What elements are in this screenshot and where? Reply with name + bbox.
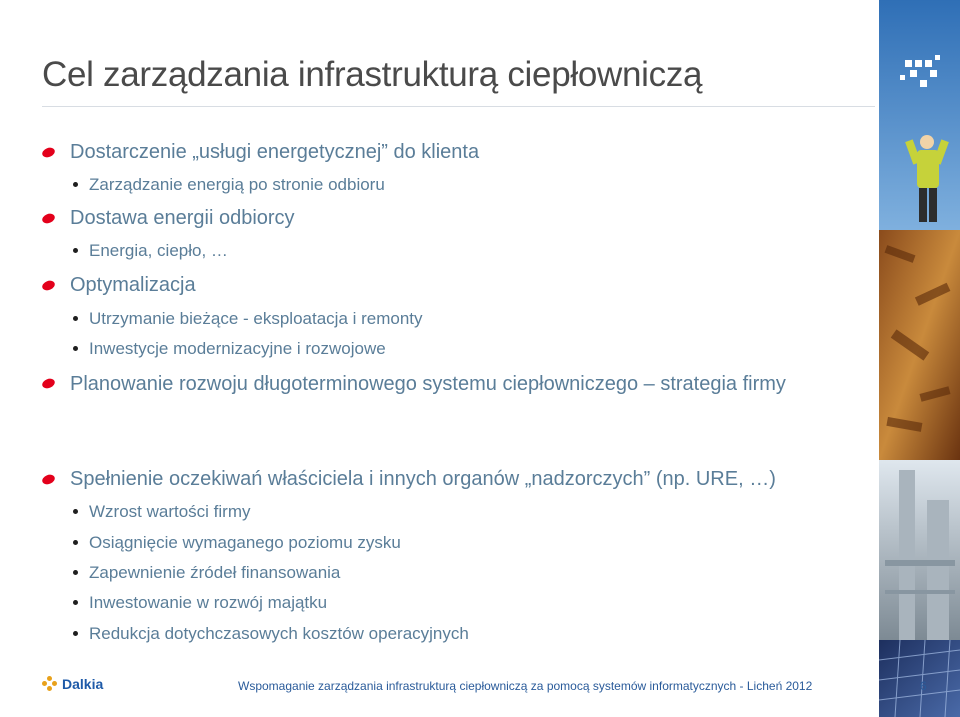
bullet-level1 <box>70 372 860 396</box>
bullet-text: Inwestowanie w rozwój majątku <box>89 593 328 612</box>
dot-bullet-icon <box>73 248 78 253</box>
bullet-text: Zapewnienie źródeł finansowania <box>89 563 341 582</box>
bullet-text: Osiągnięcie wymaganego poziomu zysku <box>89 533 401 552</box>
bullet-text: Inwestycje modernizacyjne i rozwojowe <box>89 339 386 358</box>
footer-caption: Wspomaganie zarządzania infrastrukturą ciepłowniczą za pomocą systemów informatycznych - Licheń 2012 <box>238 679 813 693</box>
bullet-text: Dostarczenie „usługi energetycznej” do klienta <box>70 141 480 163</box>
bullet-text: Utrzymanie bieżące - eksploatacja i remonty <box>89 309 423 328</box>
bullet-level1 <box>70 207 295 230</box>
bullet-text: Redukcja dotychczasowych kosztów operacyjnych <box>89 624 469 643</box>
bullet-text: Zarządzanie energią po stronie odbioru <box>89 175 385 194</box>
bullet-level2 <box>89 624 469 644</box>
dalkia-logo <box>42 676 103 692</box>
dot-bullet-icon <box>73 600 78 605</box>
bullet-text: Spełnienie oczekiwań właściciela i innych organów „nadzorczych” (np. URE, …) <box>70 468 776 490</box>
dalkia-logo-icon <box>42 676 58 692</box>
bullet-level1 <box>70 274 196 297</box>
bullet-level1 <box>70 468 776 491</box>
bullet-level1 <box>70 141 479 164</box>
bullet-level2 <box>89 593 327 613</box>
dot-bullet-icon <box>73 570 78 575</box>
logo-text: Dalkia <box>62 676 104 692</box>
dot-bullet-icon <box>73 540 78 545</box>
slide-title: Cel zarządzania infrastrukturą ciepłowniczą <box>42 55 703 94</box>
dot-bullet-icon <box>73 509 78 514</box>
decorative-photo-strip <box>875 0 960 717</box>
dot-bullet-icon <box>73 631 78 636</box>
title-divider <box>42 106 884 107</box>
bullet-level2 <box>89 309 423 329</box>
bullet-level2 <box>89 533 401 553</box>
red-bullet-icon <box>41 473 56 486</box>
red-bullet-icon <box>41 146 56 159</box>
dot-bullet-icon <box>73 182 78 187</box>
bullet-text: Energia, ciepło, … <box>89 241 228 260</box>
bullet-level2 <box>89 339 386 359</box>
red-bullet-icon <box>41 212 56 225</box>
page-number: 6 <box>920 679 927 693</box>
bullet-text: Wzrost wartości firmy <box>89 502 251 521</box>
bullet-level2 <box>89 175 385 195</box>
bullet-level2 <box>89 241 228 261</box>
bullet-text: Optymalizacja <box>70 274 196 296</box>
bullet-text: Dostawa energii odbiorcy <box>70 207 295 229</box>
bullet-text: Planowanie rozwoju długoterminowego systemu ciepłowniczego – strategia firmy <box>70 373 786 395</box>
dot-bullet-icon <box>73 316 78 321</box>
bullet-level2 <box>89 563 340 583</box>
bullet-level2 <box>89 502 251 522</box>
red-bullet-icon <box>41 279 56 292</box>
dot-bullet-icon <box>73 346 78 351</box>
red-bullet-icon <box>41 377 56 390</box>
